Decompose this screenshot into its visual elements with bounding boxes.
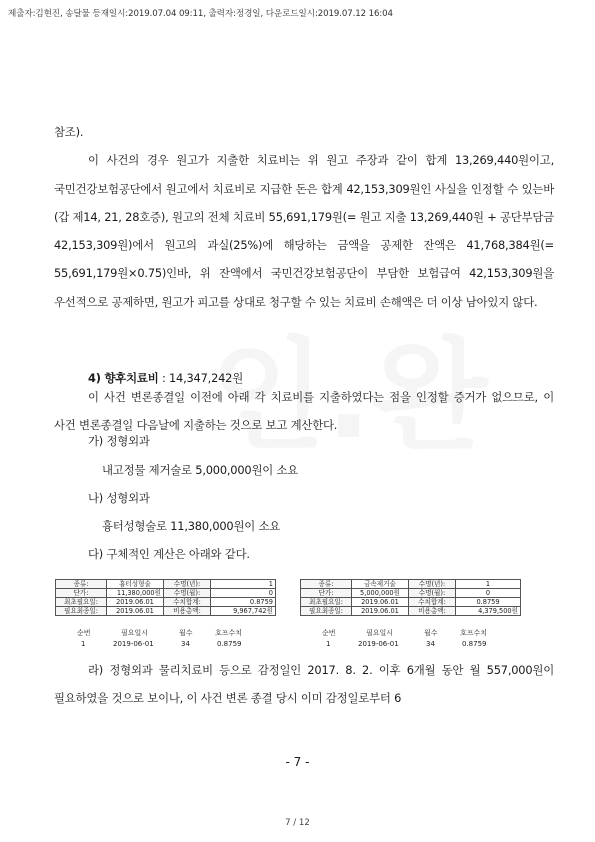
section-4-intro-text: 이 사건 변론종결일 이전에 아래 각 치료비를 지출하였다는 점을 인정할 증거가 없으므로, 이 사건 변론종결일 다음날에 지출하는 것으로 보고 계산한다. bbox=[54, 390, 554, 433]
closing-paragraph: 라) 정형외과 물리치료비 등으로 감정일인 2017. 8. 2. 이후 6개월 동안 월 557,000원이 필요하였을 것으로 보이나, 이 사건 변론 종결 당시 이미 감정일로부터 6 bbox=[54, 663, 554, 706]
summary-cell: 1 bbox=[81, 640, 86, 648]
item-plastic-head: 나) 성형외과 bbox=[88, 491, 150, 505]
table-row bbox=[56, 580, 276, 589]
table-cell: 수명(월): bbox=[164, 589, 211, 598]
table-cell: 9,967,742원 bbox=[211, 607, 276, 616]
table-cell: 2019.06.01 bbox=[352, 598, 409, 607]
calc-intro: 다) 구체적인 계산은 아래와 같다. bbox=[88, 547, 250, 561]
summary-header-cell: 호프수치 bbox=[215, 629, 243, 637]
table-cell: 0.8759 bbox=[456, 598, 521, 607]
calc-table-scar-surgery bbox=[55, 579, 276, 616]
table-cell: 5,000,000원 bbox=[352, 589, 409, 598]
table-cell: 단가: bbox=[56, 589, 107, 598]
paragraph-reference: 참조). bbox=[54, 125, 84, 139]
item-plastic-detail: 흉터성형술로 11,380,000원이 소요 bbox=[102, 519, 281, 533]
table-cell: 11,380,000원 bbox=[107, 589, 164, 598]
summary-cell: 34 bbox=[426, 640, 435, 648]
table-cell: 4,379,500원 bbox=[456, 607, 521, 616]
closing-section bbox=[54, 656, 554, 713]
table-cell: 수명(월): bbox=[409, 589, 456, 598]
table-cell: 종류: bbox=[301, 580, 352, 589]
summary-header-cell: 필요일시 bbox=[121, 629, 149, 637]
summary-cell: 34 bbox=[181, 640, 190, 648]
table-cell: 수치합계: bbox=[409, 598, 456, 607]
table-row bbox=[56, 589, 276, 598]
summary-header-cell: 순번 bbox=[77, 629, 91, 637]
section-4-label: 4) 향후치료비 bbox=[88, 371, 159, 385]
table-cell: 0 bbox=[211, 589, 276, 598]
summary-cell: 2019-06-01 bbox=[358, 640, 399, 648]
table-cell: 0 bbox=[456, 589, 521, 598]
table-row bbox=[301, 607, 521, 616]
table-row bbox=[301, 589, 521, 598]
table-row bbox=[56, 607, 276, 616]
summary-header-cell: 호프수치 bbox=[460, 629, 488, 637]
summary-cell: 1 bbox=[326, 640, 331, 648]
table-cell: 수명(년): bbox=[409, 580, 456, 589]
document-header: 제출자:김현진, 송달물 등재일시:2019.07.04 09:11, 출력자:정경일, 다운로드일시:2019.07.12 16:04 bbox=[8, 9, 393, 19]
calc-table-metal-removal bbox=[300, 579, 521, 616]
table-cell: 금속제거술 bbox=[352, 580, 409, 589]
table-cell: 비용총액: bbox=[409, 607, 456, 616]
table-row bbox=[301, 598, 521, 607]
calc-summary-scar-surgery bbox=[55, 628, 275, 652]
table-cell: 필요최종일: bbox=[301, 607, 352, 616]
summary-header-cell: 월수 bbox=[424, 629, 438, 637]
table-cell: 최초필요일: bbox=[56, 598, 107, 607]
table-cell: 0.8759 bbox=[211, 598, 276, 607]
section-4-amount: : 14,347,242원 bbox=[161, 371, 244, 385]
table-cell: 1 bbox=[456, 580, 521, 589]
summary-cell: 0.8759 bbox=[462, 640, 487, 648]
table-cell: 수치합계: bbox=[164, 598, 211, 607]
summary-header-cell: 필요일시 bbox=[366, 629, 394, 637]
document-body bbox=[54, 118, 554, 316]
table-cell: 최초필요일: bbox=[301, 598, 352, 607]
page-footer: 7 / 12 bbox=[285, 818, 310, 828]
table-cell: 2019.06.01 bbox=[352, 607, 409, 616]
item-orthopedics-detail: 내고정물 제거술로 5,000,000원이 소요 bbox=[102, 463, 299, 477]
summary-header-cell: 순번 bbox=[322, 629, 336, 637]
table-cell: 비용총액: bbox=[164, 607, 211, 616]
page-number: - 7 - bbox=[285, 755, 310, 769]
table-cell: 수명(년): bbox=[164, 580, 211, 589]
summary-cell: 2019-06-01 bbox=[113, 640, 154, 648]
table-row bbox=[301, 580, 521, 589]
item-orthopedics-head: 가) 정형외과 bbox=[88, 434, 150, 448]
calc-summary-metal-removal bbox=[300, 628, 520, 652]
table-row bbox=[56, 598, 276, 607]
section-4-intro bbox=[54, 383, 554, 440]
table-cell: 종류: bbox=[56, 580, 107, 589]
summary-header-cell: 월수 bbox=[179, 629, 193, 637]
summary-cell: 0.8759 bbox=[217, 640, 242, 648]
table-cell: 흉터성형술 bbox=[107, 580, 164, 589]
table-cell: 2019.06.01 bbox=[107, 607, 164, 616]
paragraph-treatment-costs: 이 사건의 경우 원고가 지출한 치료비는 위 원고 주장과 같이 합계 13,269,440원이고, 국민건강보험공단에서 원고에서 치료비로 지급한 돈은 합계 42,153,309원인 사실을 인정할 수 있는바(갑 제14, 21, 28호증), 원고의 전체 치료비 55,691,179원(= 원고 지출 13,269,440원 + 공단부담금 42,153,309원)에서 원고의 과실(25%)에 해당하는 금액을 공제한 잔액은 41,768,384원(= 55,691,179원×0.75)인바, 위 잔액에서 국민건강보험공단이 부담한 보험급여 42,153,309원을 우선적으로 공제하면, 원고가 피고를 상대로 청구할 수 있는 치료비 손해액은 더 이상 남아있지 않다. bbox=[54, 153, 554, 309]
table-cell: 2019.06.01 bbox=[107, 598, 164, 607]
table-cell: 1 bbox=[211, 580, 276, 589]
table-cell: 필요최종일: bbox=[56, 607, 107, 616]
table-cell: 단가: bbox=[301, 589, 352, 598]
